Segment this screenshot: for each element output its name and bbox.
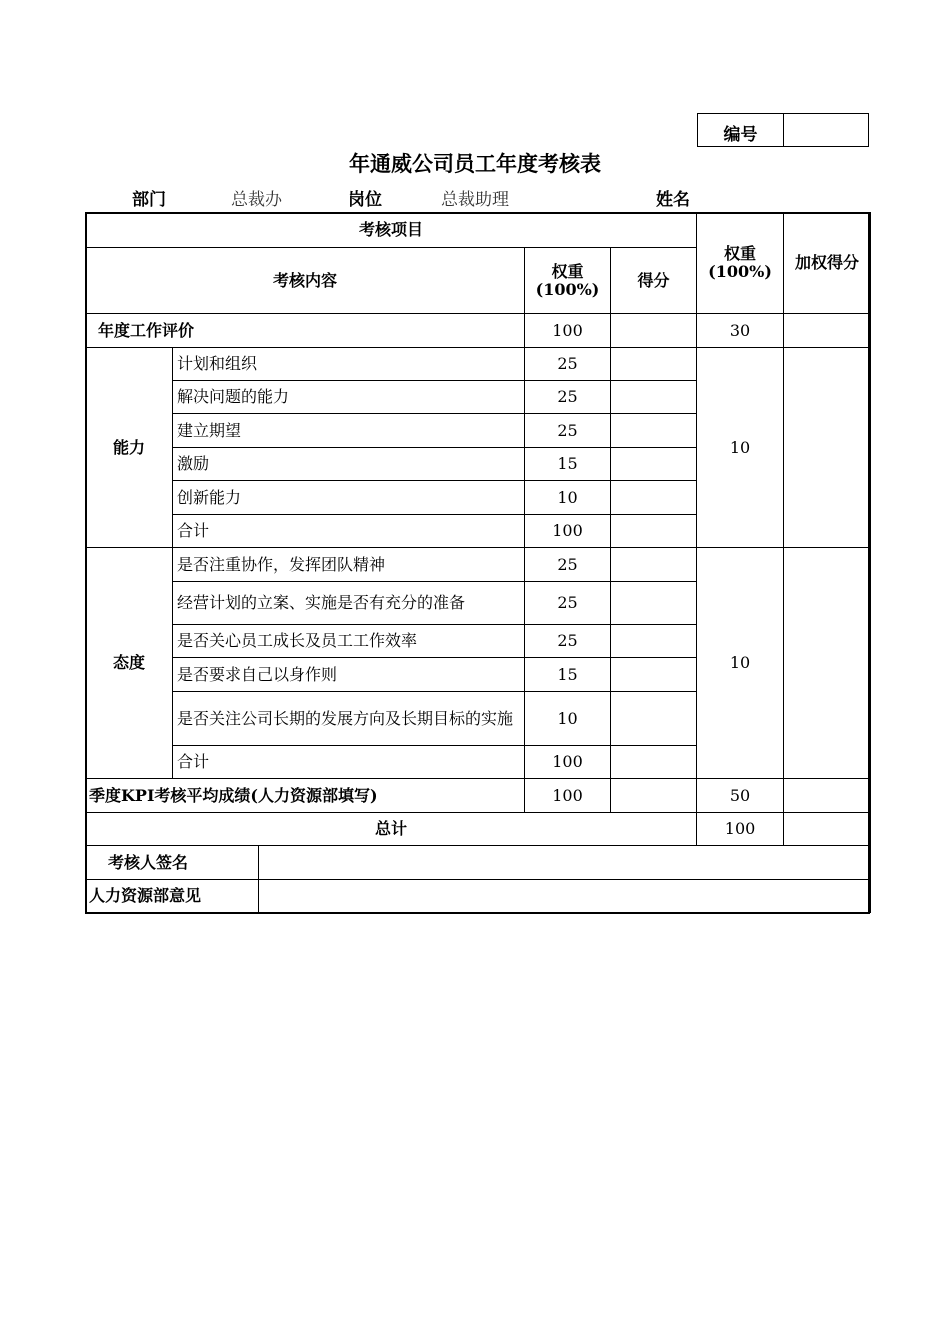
ability-outer-weight: 10 bbox=[697, 348, 784, 548]
ability-item-label: 解决问题的能力 bbox=[173, 381, 525, 414]
attitude-label: 态度 bbox=[86, 548, 173, 779]
col-header-content: 考核内容 bbox=[86, 248, 525, 314]
signer-field[interactable] bbox=[259, 846, 871, 880]
ability-item-weight: 25 bbox=[525, 381, 611, 414]
attitude-item-score[interactable] bbox=[611, 658, 697, 692]
col-header-project: 考核项目 bbox=[86, 213, 697, 248]
attitude-item-label: 是否关注公司长期的发展方向及长期目标的实施 bbox=[173, 692, 525, 746]
col-header-score: 得分 bbox=[611, 248, 697, 314]
ability-item-weight: 10 bbox=[525, 481, 611, 515]
signer-label: 考核人签名 bbox=[86, 846, 259, 880]
total-outer-weight: 100 bbox=[697, 813, 784, 846]
attitude-item-score[interactable] bbox=[611, 548, 697, 582]
annual-weight: 100 bbox=[525, 314, 611, 348]
ability-item-score[interactable] bbox=[611, 381, 697, 414]
id-number-label: 编号 bbox=[698, 114, 784, 146]
name-label: 姓名 bbox=[656, 190, 690, 210]
attitude-outer-weight: 10 bbox=[697, 548, 784, 779]
table-row bbox=[86, 548, 871, 582]
table-row bbox=[86, 813, 871, 846]
ability-item-weight: 25 bbox=[525, 348, 611, 381]
id-number-value[interactable] bbox=[784, 114, 868, 146]
position-label: 岗位 bbox=[348, 190, 382, 210]
kpi-weight: 100 bbox=[525, 779, 611, 813]
ability-total-weight: 100 bbox=[525, 515, 611, 548]
ability-item-label: 创新能力 bbox=[173, 481, 525, 515]
ability-label: 能力 bbox=[86, 348, 173, 548]
attitude-weighted[interactable] bbox=[784, 548, 871, 779]
table-row bbox=[86, 779, 871, 813]
annual-label: 年度工作评价 bbox=[86, 314, 525, 348]
kpi-weighted[interactable] bbox=[784, 779, 871, 813]
attitude-item-score[interactable] bbox=[611, 692, 697, 746]
attitude-item-label: 是否注重协作，发挥团队精神 bbox=[173, 548, 525, 582]
ability-item-weight: 25 bbox=[525, 414, 611, 448]
attitude-total-label: 合计 bbox=[173, 746, 525, 779]
ability-item-label: 激励 bbox=[173, 448, 525, 481]
ability-total-score[interactable] bbox=[611, 515, 697, 548]
table-row bbox=[86, 880, 871, 913]
attitude-item-label: 是否要求自己以身作则 bbox=[173, 658, 525, 692]
dept-value: 总裁办 bbox=[231, 190, 282, 210]
page-title: 年通威公司员工年度考核表 bbox=[349, 151, 601, 176]
kpi-score[interactable] bbox=[611, 779, 697, 813]
evaluation-table bbox=[85, 212, 871, 913]
ability-item-label: 计划和组织 bbox=[173, 348, 525, 381]
annual-outer-weight: 30 bbox=[697, 314, 784, 348]
col-header-inner-weight: 权重 (100%) bbox=[525, 248, 611, 314]
table-row bbox=[86, 314, 871, 348]
ability-item-label: 建立期望 bbox=[173, 414, 525, 448]
total-label: 总计 bbox=[86, 813, 697, 846]
attitude-item-weight: 25 bbox=[525, 625, 611, 658]
table-row bbox=[86, 348, 871, 381]
attitude-item-weight: 25 bbox=[525, 582, 611, 625]
total-weighted[interactable] bbox=[784, 813, 871, 846]
kpi-outer-weight: 50 bbox=[697, 779, 784, 813]
attitude-item-weight: 10 bbox=[525, 692, 611, 746]
id-number-box bbox=[697, 113, 869, 147]
table-row bbox=[86, 846, 871, 880]
hr-opinion-field[interactable] bbox=[259, 880, 871, 913]
ability-weighted[interactable] bbox=[784, 348, 871, 548]
attitude-item-weight: 25 bbox=[525, 548, 611, 582]
attitude-item-label: 是否关心员工成长及员工工作效率 bbox=[173, 625, 525, 658]
ability-item-weight: 15 bbox=[525, 448, 611, 481]
hr-opinion-label: 人力资源部意见 bbox=[86, 880, 259, 913]
annual-weighted[interactable] bbox=[784, 314, 871, 348]
ability-total-label: 合计 bbox=[173, 515, 525, 548]
attitude-item-label: 经营计划的立案、实施是否有充分的准备 bbox=[173, 582, 525, 625]
ability-item-score[interactable] bbox=[611, 414, 697, 448]
position-value: 总裁助理 bbox=[441, 190, 509, 210]
dept-label: 部门 bbox=[132, 190, 166, 210]
attitude-total-weight: 100 bbox=[525, 746, 611, 779]
ability-item-score[interactable] bbox=[611, 448, 697, 481]
attitude-item-score[interactable] bbox=[611, 625, 697, 658]
annual-score[interactable] bbox=[611, 314, 697, 348]
ability-item-score[interactable] bbox=[611, 348, 697, 381]
kpi-label: 季度KPI考核平均成绩(人力资源部填写) bbox=[86, 779, 525, 813]
attitude-item-weight: 15 bbox=[525, 658, 611, 692]
col-header-outer-weight: 权重 (100%) bbox=[697, 213, 784, 314]
attitude-total-score[interactable] bbox=[611, 746, 697, 779]
attitude-item-score[interactable] bbox=[611, 582, 697, 625]
ability-item-score[interactable] bbox=[611, 481, 697, 515]
col-header-weighted-score: 加权得分 bbox=[784, 213, 871, 314]
